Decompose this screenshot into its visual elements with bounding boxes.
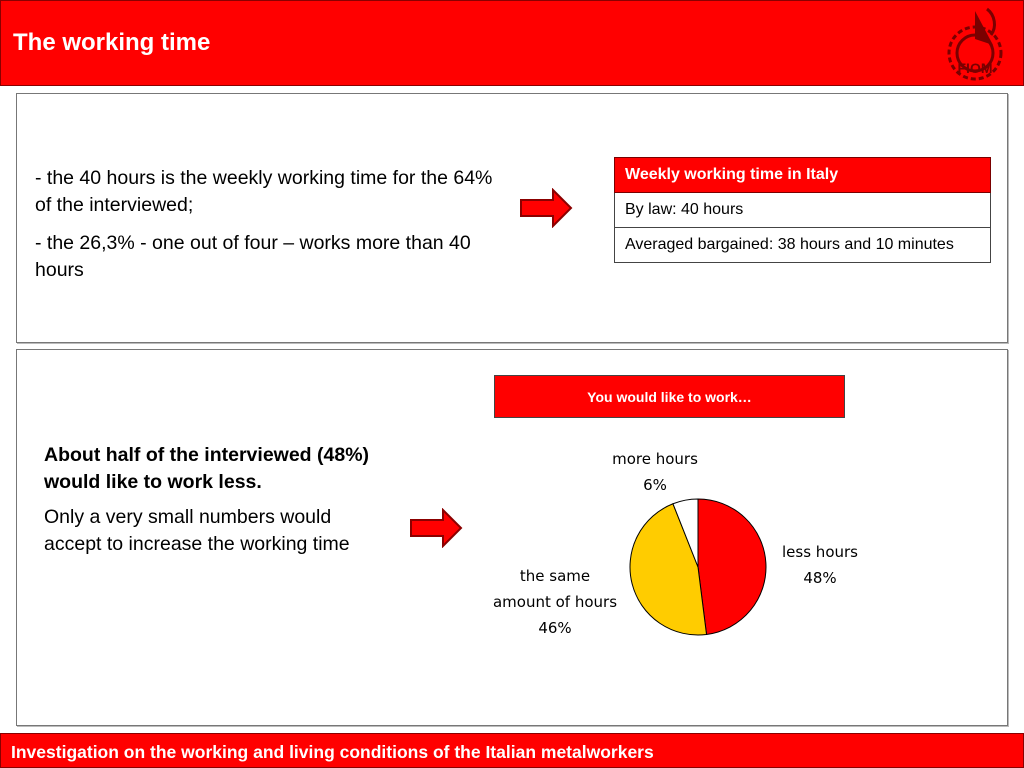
pie-value-label: 48% [803, 569, 837, 587]
logo-text: FIOM [957, 60, 993, 76]
working-time-bullets [35, 165, 495, 295]
footer-bar [0, 733, 1024, 768]
table-header: Weekly working time in Italy [615, 158, 991, 193]
pie-slice-less-hours [698, 499, 766, 634]
right-arrow-icon [519, 188, 573, 228]
pie-label: less hours [782, 543, 858, 561]
footer-text: Investigation on the working and living conditions of the Italian metalworkers [11, 742, 654, 762]
table-cell: Averaged bargained: 38 hours and 10 minutes [615, 228, 991, 263]
header-bar [0, 0, 1024, 86]
table-row [615, 228, 991, 263]
fiom-logo [935, 5, 1011, 85]
summary-normal: Only a very small numbers would accept to increase the working time [44, 506, 350, 555]
bullet-item: - the 26,3% - one out of four – works more than 40 hours [35, 232, 471, 281]
table-row [615, 193, 991, 228]
chart-title: You would like to work… [494, 375, 845, 418]
pie-value-label: 6% [643, 476, 667, 494]
page-title: The working time [13, 29, 211, 56]
weekly-working-time-table [614, 157, 991, 263]
pie-label: more hours [612, 450, 698, 468]
pie-chart [470, 440, 890, 660]
summary-text [44, 442, 389, 566]
pie-label: the same amount of hours [492, 567, 618, 611]
pie-value-label: 46% [538, 619, 572, 637]
bullet-item: - the 40 hours is the weekly working time for the 64% of the interviewed; [35, 167, 493, 216]
table-cell: By law: 40 hours [615, 193, 991, 228]
right-arrow-icon [409, 508, 463, 548]
summary-bold: About half of the interviewed (48%) would like to work less. [44, 444, 370, 493]
